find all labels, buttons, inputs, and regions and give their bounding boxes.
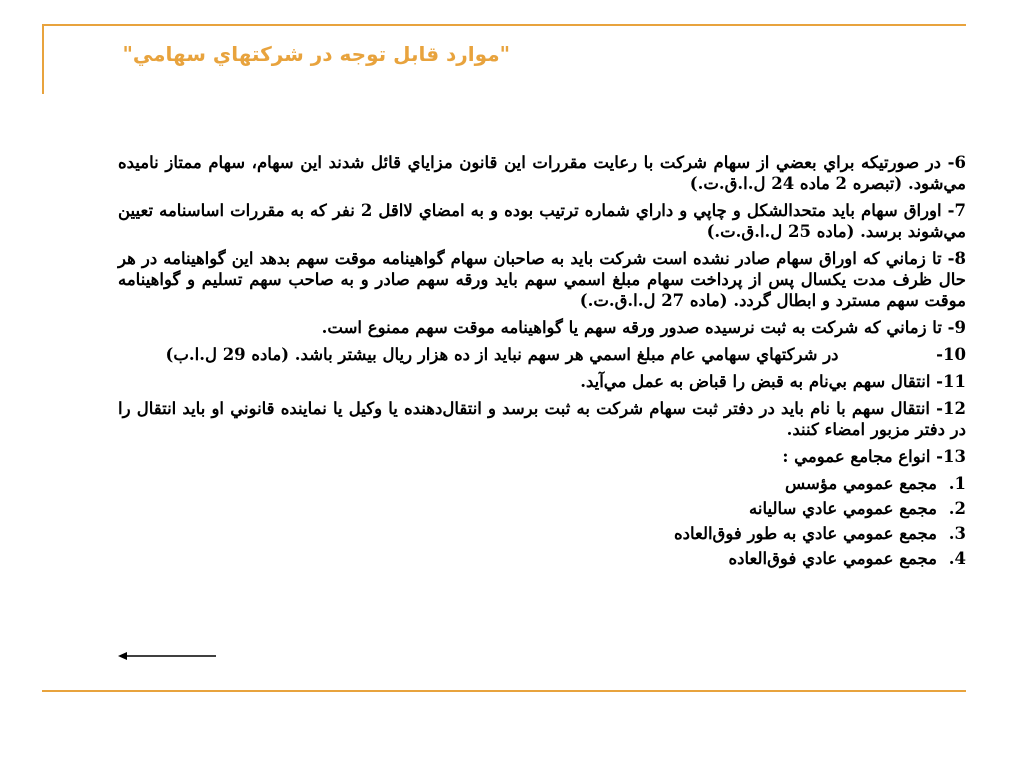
paragraph-9: 9- تا زماني كه شركت به ثبت نرسيده صدور ورقه سهم يا گواهينامه موقت سهم ممنوع است. (321, 318, 966, 337)
list-item-text: مجمع عمومي عادي به طور فوق‌العاده (673, 524, 938, 543)
list-item-text: مجمع عمومي مؤسس (784, 474, 938, 493)
list-item-text: مجمع عمومي عادي ساليانه (749, 499, 938, 518)
slide-body (118, 152, 966, 573)
list-item-number: 4. (948, 549, 966, 568)
paragraph-8: 8- تا زماني كه اوراق سهام صادر نشده است شركت بايد به صاحبان سهام گواهينامه موقت سهم بدهد اين گواهينامه در هر حال ظرف مدت يكسال پس از پرداخت سهام مبلغ اسمي سهم بايد ورقه سهم صادر و به صاحب سهم تسليم و گواهينامه موقت سهم مسترد و ابطال گردد. (ماده 27 ل.ا.ق.ت.) (118, 249, 966, 310)
list-item-text: مجمع عمومي عادي فوق‌العاده (728, 549, 938, 568)
list-item (118, 548, 966, 569)
list-item-number: 2. (948, 499, 966, 518)
paragraph-13: 13- انواع مجامع عمومي : (782, 447, 966, 466)
top-divider-line (42, 24, 966, 26)
left-arrow-icon[interactable] (118, 650, 218, 662)
paragraph-11: 11- انتقال سهم بي‌نام به قبض را قباض به عمل مي‌آيد. (580, 372, 966, 391)
paragraph-7: 7- اوراق سهام بايد متحدالشكل و چاپي و داراي شماره ترتيب بوده و به امضاي لااقل 2 نفر كه به مقررات اساسنامه تعيين مي‌شوند برسد. (ماده 25 ل.ا.ق.ت.) (118, 201, 966, 241)
title-accent-vertical-line (42, 24, 44, 94)
paragraph-12: 12- انتقال سهم با نام بايد در دفتر ثبت سهام شركت به ثبت برسد و انتقال‌دهنده يا وكيل يا نماينده قانوني او بايد انتقال را در دفتر مزبور امضاء كنند. (118, 399, 966, 439)
slide-title: "موارد قابل توجه در شركتهاي سهامي" (122, 42, 510, 66)
bottom-divider-line (42, 690, 966, 692)
list-item (118, 473, 966, 494)
list-item (118, 498, 966, 519)
paragraph-6: 6- در صورتيكه براي بعضي از سهام شركت با رعايت مقررات اين قانون مزاياي قائل شدند اين سهام، سهام ممتاز ناميده مي‌شود. (تبصره 2 ماده 24 ل.ا.ق.ت.) (118, 153, 966, 193)
list-item (118, 523, 966, 544)
list-item-number: 3. (948, 524, 966, 543)
paragraph-10: 10- در شركتهاي سهامي عام مبلغ اسمي هر سهم نبايد از ده هزار ريال بيشتر باشد. (ماده 29 ل.ا.ب) (165, 345, 966, 364)
list-item-number: 1. (948, 474, 966, 493)
